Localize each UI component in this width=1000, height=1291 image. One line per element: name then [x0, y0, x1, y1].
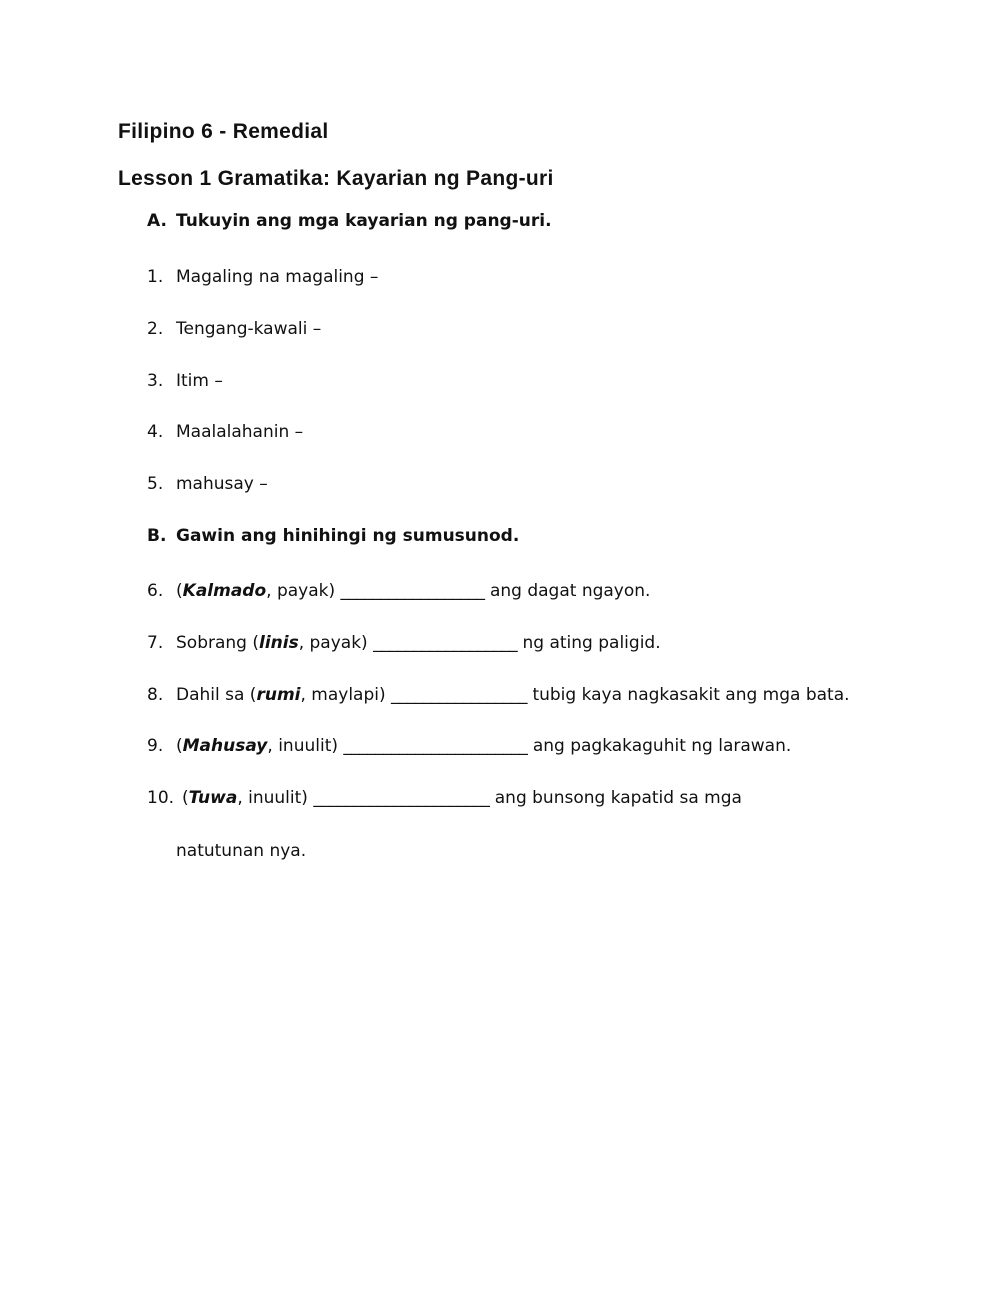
item-text: Itim – — [176, 371, 223, 391]
item-number: 7. — [147, 633, 164, 653]
item-sentence — [182, 787, 742, 809]
item-post: , payak) — [266, 581, 336, 601]
item-sentence — [176, 580, 650, 602]
item-text: Maalalahanin – — [176, 422, 304, 442]
item-keyword: linis — [259, 633, 299, 653]
item-keyword: Tuwa — [188, 788, 238, 808]
section-b-letter: B. — [147, 526, 167, 546]
item-keyword: Kalmado — [182, 581, 267, 601]
lesson-title: Lesson 1 Gramatika: Kayarian ng Pang-uri — [118, 167, 554, 190]
item-number: 10. — [147, 788, 175, 808]
item-number: 9. — [147, 736, 164, 756]
item-pre: ( — [182, 788, 189, 808]
item-after: ang pagkakaguhit ng larawan. — [532, 736, 792, 756]
item-text: Tengang-kawali – — [176, 319, 322, 339]
item-keyword: rumi — [256, 685, 301, 705]
item-number: 1. — [147, 267, 164, 287]
item-pre: ( — [176, 736, 183, 756]
item-post: , payak) — [298, 633, 368, 653]
section-b-instruction: Gawin ang hinihingi ng sumusunod. — [176, 526, 520, 546]
item-number: 5. — [147, 474, 164, 494]
answer-blank: __________________ — [373, 633, 518, 653]
item-sentence — [176, 735, 791, 757]
item-after: tubig kaya nagkasakit ang mga bata. — [532, 685, 850, 705]
item-after: ang dagat ngayon. — [489, 581, 651, 601]
item-text: mahusay – — [176, 474, 268, 494]
document-title: Filipino 6 - Remedial — [118, 120, 329, 143]
item-continuation: natutunan nya. — [176, 841, 307, 861]
item-text: Magaling na magaling – — [176, 267, 379, 287]
item-number: 3. — [147, 371, 164, 391]
answer-blank: _________________ — [391, 685, 528, 705]
section-a-instruction: Tukuyin ang mga kayarian ng pang-uri. — [176, 211, 552, 231]
item-number: 4. — [147, 422, 164, 442]
item-sentence — [176, 684, 850, 706]
item-post: , inuulit) — [237, 788, 308, 808]
item-sentence — [176, 632, 661, 654]
item-pre: Sobrang ( — [176, 633, 259, 653]
answer-blank: ______________________ — [313, 788, 490, 808]
item-number: 2. — [147, 319, 164, 339]
item-keyword: Mahusay — [182, 736, 268, 756]
item-pre: ( — [176, 581, 183, 601]
item-number: 8. — [147, 685, 164, 705]
answer-blank: _______________________ — [343, 736, 528, 756]
item-after: ang bunsong kapatid sa mga — [494, 788, 742, 808]
item-after: ng ating paligid. — [522, 633, 661, 653]
item-post: , inuulit) — [267, 736, 338, 756]
item-post: , maylapi) — [300, 685, 386, 705]
item-pre: Dahil sa ( — [176, 685, 257, 705]
section-a-letter: A. — [147, 211, 167, 231]
answer-blank: __________________ — [340, 581, 485, 601]
item-number: 6. — [147, 581, 164, 601]
